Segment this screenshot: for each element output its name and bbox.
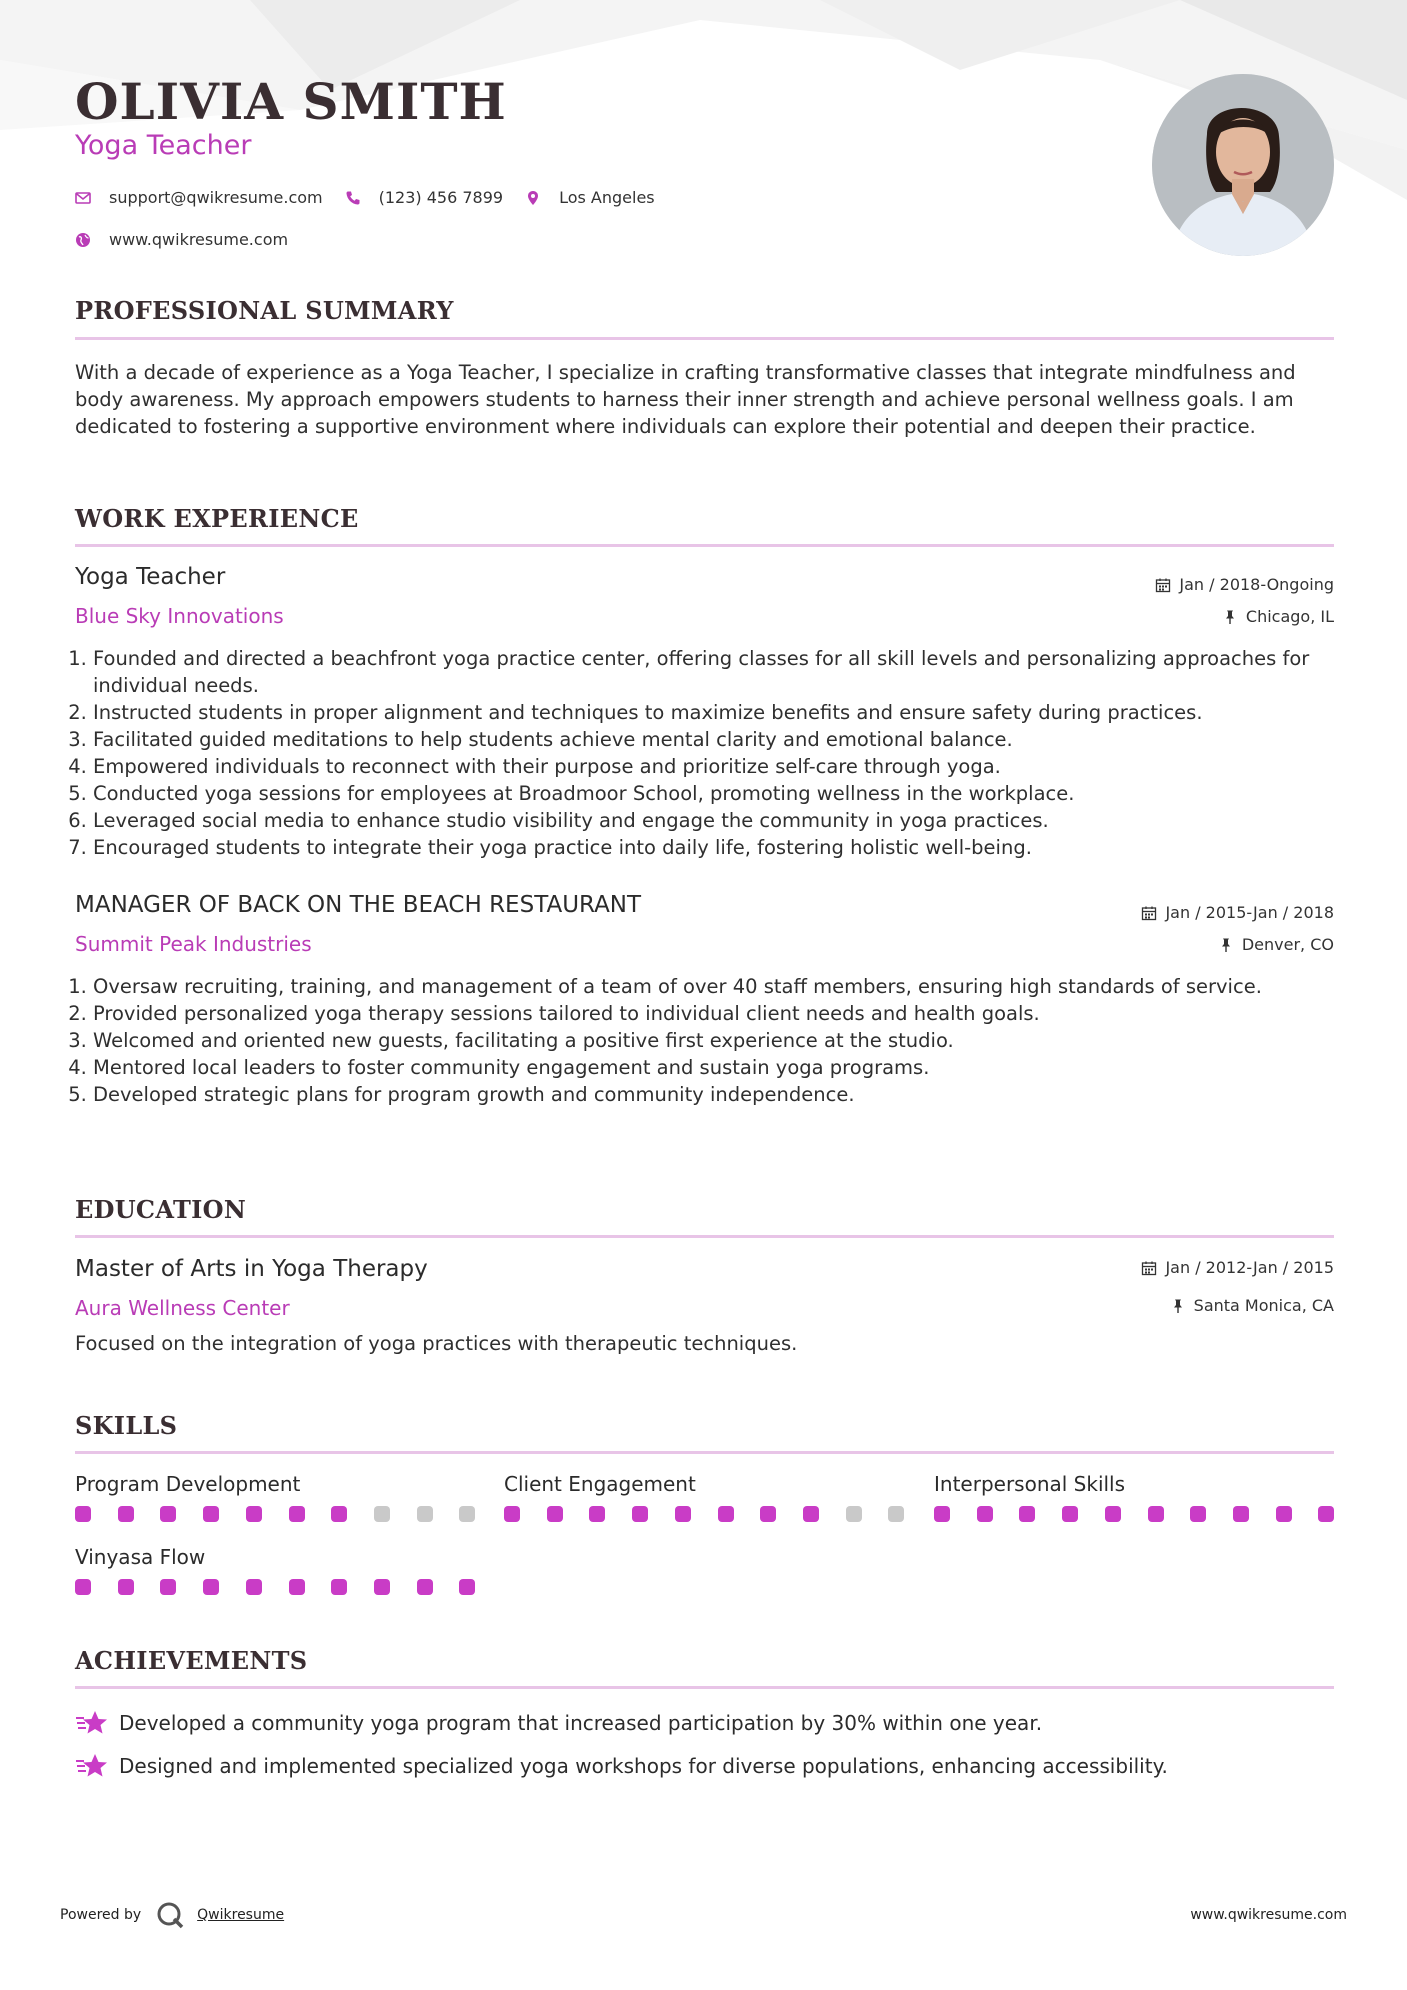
skill-dot-filled [246,1579,262,1595]
skill-dot-filled [203,1579,219,1595]
education-dates [1141,1258,1334,1277]
job-bullets [75,645,1352,861]
education-school: Aura Wellness Center [75,1296,290,1320]
skill-dot-filled [547,1506,563,1522]
skill-dot-empty [846,1506,862,1522]
education-location [1170,1296,1334,1315]
contact-location [525,188,655,207]
achievement-text: Developed a community yoga program that increased participation by 30% within one year. [119,1711,1043,1735]
pushpin-icon [1170,1298,1186,1314]
job-company: Blue Sky Innovations [75,604,284,628]
education-divider [75,1235,1334,1238]
skill-dot-filled [589,1506,605,1522]
achievement-text: Designed and implemented specialized yoga workshops for diverse populations, enhancing accessibility. [119,1754,1168,1778]
skill-dot-filled [417,1579,433,1595]
skill-name: Vinyasa Flow [75,1545,206,1569]
list-item: 6. Leveraged social media to enhance studio visibility and engage the community in yoga practices. [93,807,1352,834]
skill-dot-filled [331,1579,347,1595]
pushpin-icon [1222,609,1238,625]
footer-url[interactable]: www.qwikresume.com [1190,1907,1347,1923]
job-dates-text: Jan / 2015-Jan / 2018 [1165,903,1334,922]
job-dates [1141,903,1334,922]
shooting-star-icon [75,1708,109,1738]
skill-dot-filled [1062,1506,1078,1522]
achievements-divider [75,1686,1334,1689]
skill-dot-filled [118,1579,134,1595]
skills-divider [75,1451,1334,1454]
skill-dot-filled [1105,1506,1121,1522]
education-heading: EDUCATION [75,1195,247,1224]
globe-icon [75,232,91,248]
list-item: 4. Mentored local leaders to foster community engagement and sustain yoga programs. [93,1054,1352,1081]
contact-email[interactable] [75,188,323,207]
job-location-text: Denver, CO [1241,935,1334,954]
job-dates [1155,575,1334,594]
skill-dot-filled [632,1506,648,1522]
skill-dot-filled [504,1506,520,1522]
skill-dot-filled [760,1506,776,1522]
skill-dot-empty [888,1506,904,1522]
shooting-star-icon [75,1751,109,1781]
skill-dot-filled [675,1506,691,1522]
skill-dot-filled [1276,1506,1292,1522]
envelope-icon [75,190,91,206]
skill-item [75,1545,475,1569]
achievements-heading: ACHIEVEMENTS [75,1646,308,1675]
skill-rating [504,1506,904,1524]
job-company: Summit Peak Industries [75,932,312,956]
skill-rating [75,1506,475,1524]
skill-dot-filled [934,1506,950,1522]
skill-dot-filled [374,1579,390,1595]
skill-dot-filled [75,1579,91,1595]
contact-phone[interactable] [345,188,503,207]
skill-dot-filled [289,1579,305,1595]
list-item: 5. Conducted yoga sessions for employees at Broadmoor School, promoting wellness in the workplace. [93,780,1352,807]
skills-heading: SKILLS [75,1411,178,1440]
skill-dot-filled [289,1506,305,1522]
email-text: support@qwikresume.com [109,188,323,207]
job-location [1218,935,1334,954]
skill-dot-empty [417,1506,433,1522]
phone-text: (123) 456 7899 [378,188,504,207]
list-item: 3. Facilitated guided meditations to help students achieve mental clarity and emotional balance. [93,726,1352,753]
map-pin-icon [525,190,541,206]
skill-dot-filled [1148,1506,1164,1522]
skill-dot-filled [1019,1506,1035,1522]
skill-dot-filled [718,1506,734,1522]
education-description: Focused on the integration of yoga practices with therapeutic techniques. [75,1332,798,1355]
phone-icon [345,190,361,206]
qwikresume-logo-icon [155,1900,185,1930]
skill-dot-filled [977,1506,993,1522]
education-degree: Master of Arts in Yoga Therapy [75,1256,428,1282]
skill-dot-filled [1190,1506,1206,1522]
candidate-name: OLIVIA SMITH [75,72,507,131]
skill-dot-filled [75,1506,91,1522]
pushpin-icon [1218,937,1234,953]
education-location-text: Santa Monica, CA [1193,1296,1334,1315]
skill-dot-filled [1318,1506,1334,1522]
skill-dot-empty [459,1506,475,1522]
skill-name: Interpersonal Skills [934,1472,1126,1496]
profile-photo [1152,74,1334,256]
list-item: 4. Empowered individuals to reconnect with their purpose and prioritize self-care through yoga. [93,753,1352,780]
profile-photo-illustration [1152,74,1334,256]
achievement-item [75,1751,1168,1781]
contact-website[interactable] [75,230,288,249]
skill-dot-filled [160,1506,176,1522]
education-dates-text: Jan / 2012-Jan / 2015 [1165,1258,1334,1277]
contact-row [75,188,677,207]
calendar-icon [1141,1260,1157,1276]
list-item: 2. Instructed students in proper alignment and techniques to maximize benefits and ensure safety during practices. [93,699,1352,726]
candidate-role: Yoga Teacher [75,130,252,161]
contact-row-website [75,230,310,249]
calendar-icon [1141,905,1157,921]
skill-dot-filled [1233,1506,1249,1522]
powered-by-label: Powered by [60,1907,142,1923]
job-location-text: Chicago, IL [1245,607,1334,626]
skill-dot-filled [203,1506,219,1522]
summary-divider [75,337,1334,340]
list-item: 1. Founded and directed a beachfront yoga practice center, offering classes for all skill levels and personalizing approaches for individual needs. [93,645,1352,699]
skill-dot-filled [160,1579,176,1595]
list-item: 7. Encouraged students to integrate their yoga practice into daily life, fostering holistic well-being. [93,834,1352,861]
experience-divider [75,544,1334,547]
skill-dot-filled [246,1506,262,1522]
skill-item [75,1472,475,1496]
skill-dot-filled [118,1506,134,1522]
list-item: 1. Oversaw recruiting, training, and management of a team of over 40 staff members, ensuring high standards of service. [93,973,1352,1000]
skill-rating [75,1579,475,1597]
skill-dot-empty [374,1506,390,1522]
job-title: Yoga Teacher [75,564,226,590]
experience-heading: WORK EXPERIENCE [75,504,359,533]
website-text: www.qwikresume.com [109,230,289,249]
job-title: MANAGER OF BACK ON THE BEACH RESTAURANT [75,892,642,918]
skill-name: Client Engagement [504,1472,696,1496]
summary-heading: PROFESSIONAL SUMMARY [75,296,454,325]
list-item: 5. Developed strategic plans for program growth and community independence. [93,1081,1352,1108]
location-text: Los Angeles [559,188,655,207]
achievement-item [75,1708,1042,1738]
calendar-icon [1155,577,1171,593]
job-bullets [75,973,1352,1108]
skill-rating [934,1506,1334,1524]
skill-item [504,1472,904,1496]
skill-dot-filled [331,1506,347,1522]
footer-brand-link[interactable]: Qwikresume [197,1907,285,1923]
skill-item [934,1472,1334,1496]
summary-text: With a decade of experience as a Yoga Teacher, I specialize in crafting transformative classes that integrate mindfulness and body awareness. My approach empowers students to harness their inner strength and achieve personal wellness goals. I am dedicated to fostering a supportive environment where individuals can explore their potential and deepen their practice. [75,361,1296,438]
job-dates-text: Jan / 2018-Ongoing [1179,575,1334,594]
footer-powered-by [60,1900,284,1930]
skill-dot-filled [459,1579,475,1595]
list-item: 2. Provided personalized yoga therapy sessions tailored to individual client needs and health goals. [93,1000,1352,1027]
job-location [1222,607,1334,626]
skill-dot-filled [803,1506,819,1522]
skill-name: Program Development [75,1472,301,1496]
list-item: 3. Welcomed and oriented new guests, facilitating a positive first experience at the studio. [93,1027,1352,1054]
